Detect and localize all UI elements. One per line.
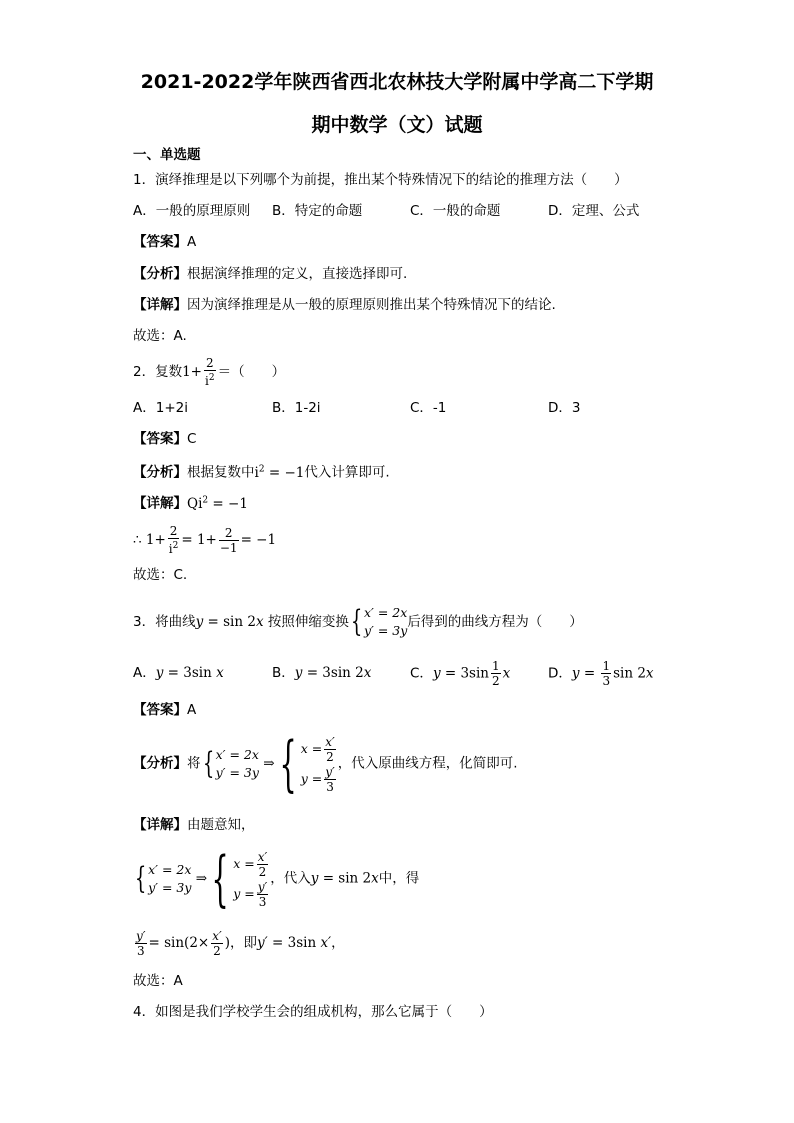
q1-option-b: B．特定的命题	[272, 203, 363, 219]
q1-option-a: A．一般的原理原则	[133, 203, 251, 219]
q3-analysis: 【分析】将{ x′ = 2x y′ = 3y ⇒{ x = $\frac{x'}{2}$ y = $\frac{y'}{3}$ ，代入原曲线方程，化简即可.	[133, 729, 518, 799]
q2-stem: 2．复数1+ $\frac{2}{i^2}$ ＝（ ）	[133, 356, 286, 388]
q3-option-b: B．y = 3sin 2x	[272, 665, 372, 681]
q3-option-c: C．y = 3sin $\frac{1}{2}$ x	[410, 659, 511, 688]
q3-stem: 3．将曲线y = sin 2x 按照伸缩变换{ x′ = 2x y′ = 3y后得到的曲线方程为（ ）	[133, 604, 583, 639]
q2-detail: 【详解】$Qi^2 = -1$	[133, 495, 248, 512]
exam-title-line-1: 2021-2022学年陕西省西北农林技大学附属中学高二下学期	[140, 71, 654, 93]
q1-option-d: D．定理、公式	[548, 203, 640, 219]
q4-stem: 4．如图是我们学校学生会的组成机构，那么它属于（ ）	[133, 1004, 493, 1020]
q1-analysis: 【分析】根据演绎推理的定义，直接选择即可.	[133, 266, 408, 282]
q3-option-d: D．y = $\frac{1}{3}$ sin 2x	[548, 659, 654, 688]
q2-conclusion: 故选：C.	[133, 567, 188, 583]
exam-title-line-2: 期中数学（文）试题	[311, 114, 483, 136]
q1-option-c: C．一般的命题	[410, 203, 501, 219]
q2-option-c: C．-1	[410, 400, 447, 416]
q2-option-b: B．1-2i	[272, 400, 321, 416]
q1-detail: 【详解】因为演绎推理是从一般的原理原则推出某个特殊情况下的结论.	[133, 297, 556, 313]
q3-conclusion: 故选：A	[133, 973, 183, 989]
q3-option-a: A．y = 3sin x	[133, 665, 224, 681]
q3-detail-result: $\frac{y'}{3}$ = sin(2× $\frac{x'}{2}$ )，即y′ = 3sin x′，	[136, 929, 345, 958]
q3-detail-derivation: { x′ = 2x y′ = 3y ⇒{ x = $\frac{x'}{2}$ y = $\frac{y'}{3}$ ，代入y = sin 2x中，得	[134, 844, 420, 914]
q2-analysis: 【分析】根据复数中$i^2 = -1$代入计算即可.	[133, 464, 390, 481]
q1-answer: 【答案】A	[133, 234, 197, 250]
q1-conclusion: 故选：A.	[133, 328, 187, 344]
q3-answer: 【答案】A	[133, 702, 197, 718]
section-heading: 一、单选题	[133, 147, 201, 163]
q3-detail: 【详解】由题意知，	[133, 817, 255, 833]
q2-option-a: A．1+2i	[133, 400, 188, 416]
q2-option-d: D．3	[548, 400, 581, 416]
q2-derivation: ∴ 1+ $\frac{2}{i^2}$ = 1+ $\frac{2}{-1}$ = −1	[133, 524, 277, 556]
q1-stem: 1．演绎推理是以下列哪个为前提，推出某个特殊情况下的结论的推理方法（ ）	[133, 172, 628, 188]
q2-answer: 【答案】C	[133, 431, 197, 447]
